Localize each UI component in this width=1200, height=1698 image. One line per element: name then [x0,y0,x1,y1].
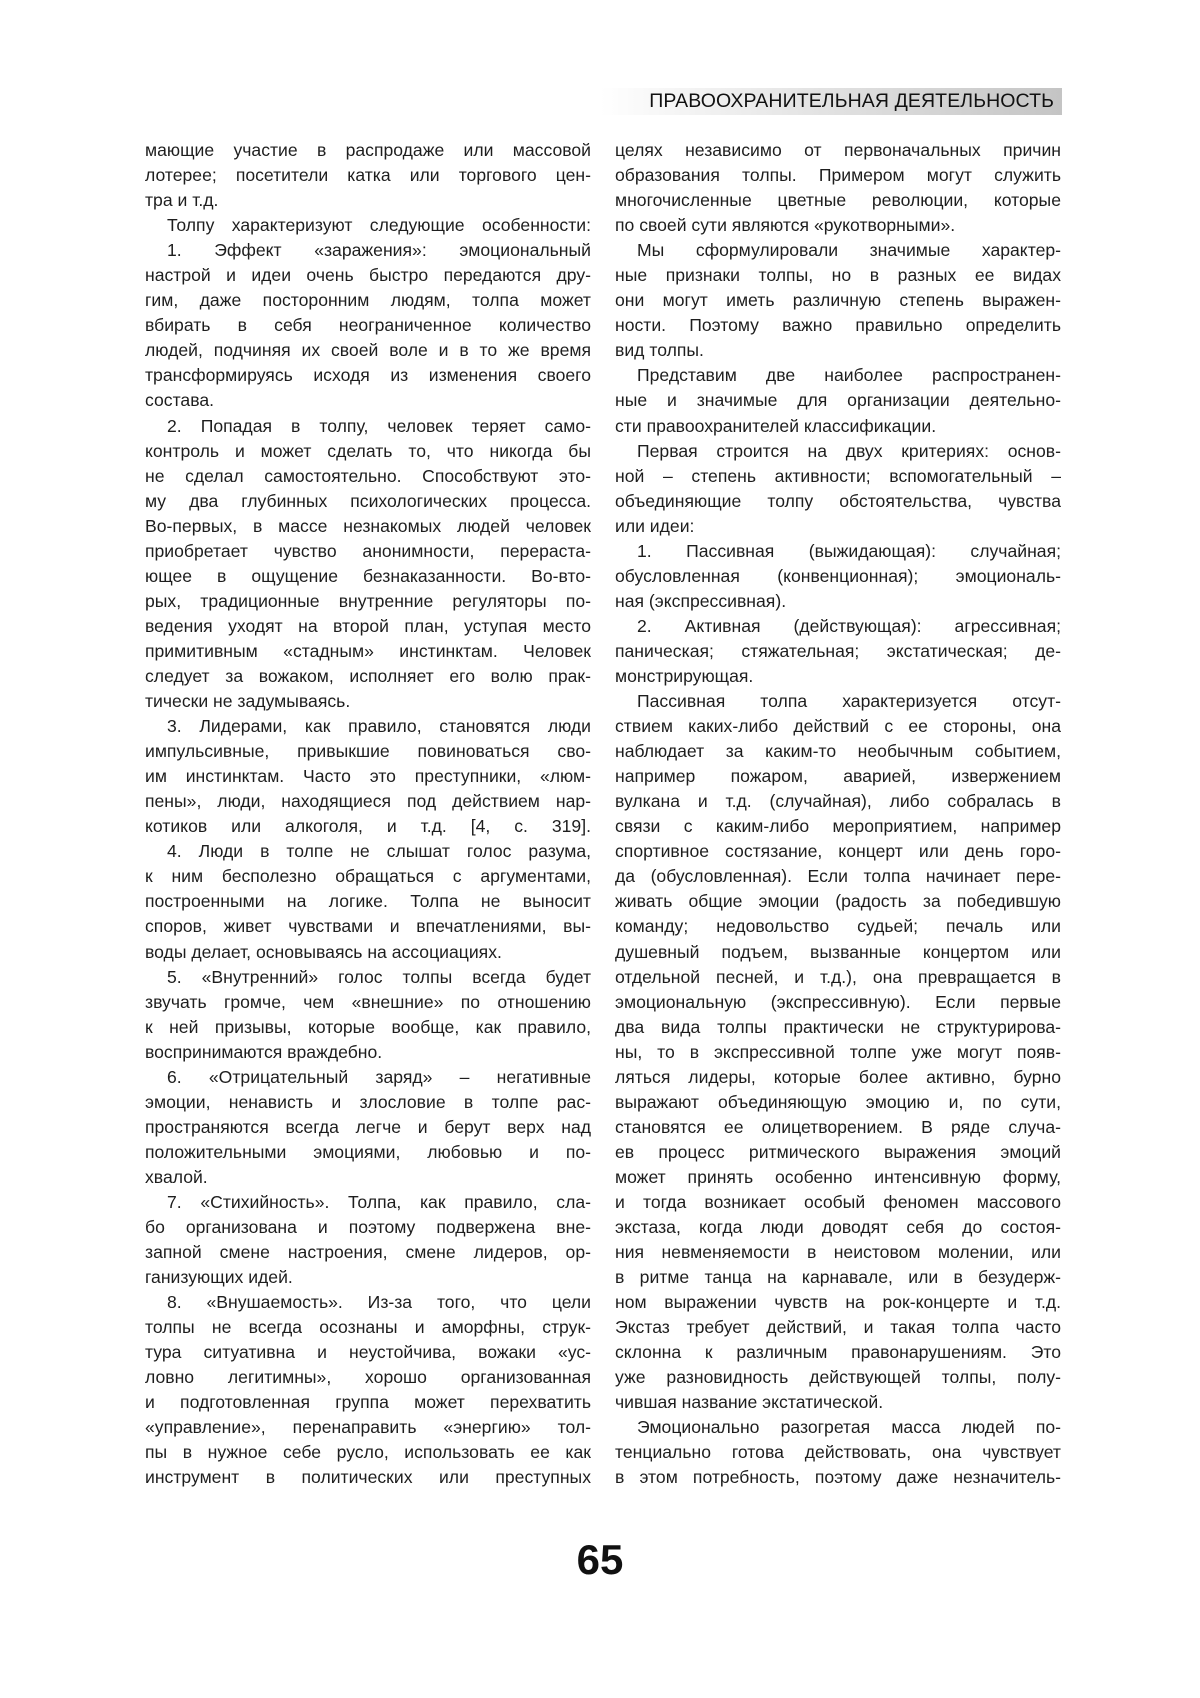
text-line: в ритме танца на карнавале, или в безудерж- [615,1267,1061,1288]
text-line: чившая название экстатической. [615,1392,884,1413]
section-title: ПРАВООХРАНИТЕЛЬНАЯ ДЕЯТЕЛЬНОСТЬ [649,90,1054,112]
text-line: и подготовленная группа может перехватить [145,1392,591,1413]
text-line: толпы не всегда осознаны и аморфны, струк- [145,1317,591,1338]
text-line: трансформируясь исходя из изменения своего [145,365,591,386]
text-line: му два глубинных психологических процесса. [145,490,591,511]
text-line: 6. «Отрицательный заряд» – негативные [167,1066,591,1087]
paragraph [615,614,1061,689]
text-line: в этом потребность, поэтому даже незначитель- [615,1467,1061,1488]
text-line: ловно легитимны», хорошо организованная [145,1367,591,1388]
text-line: выражают объединяющую эмоцию и, по сути, [615,1091,1061,1112]
text-line: звучать громче, чем «внешние» по отношению [145,991,591,1012]
text-line: ляться лидеры, которые более активно, бурно [615,1066,1061,1087]
text-line: импульсивные, привыкшие повиноваться сво- [145,741,591,762]
text-line: приобретает чувство анонимности, перераста- [145,540,591,561]
paragraph [145,965,591,1065]
text-column-left [145,138,591,1491]
text-line: эмоциональную (экспрессивную). Если первые [615,991,1061,1012]
paragraph [145,414,591,715]
text-line: воды делает, основываясь на ассоциациях. [145,941,502,962]
text-line: образования толпы. Примером могут служить [615,165,1061,186]
text-column-right [615,138,1061,1491]
text-line: запной смене настроения, смене лидеров, ор- [145,1242,591,1263]
text-line: ной – степень активности; вспомогательный – [615,465,1061,486]
text-line: вид толпы. [615,340,704,361]
text-line: к ним бесполезно обращаться с аргументами, [145,866,591,887]
text-line: вулкана и т.д. (случайная), либо собралась в [615,791,1061,812]
paragraph [615,689,1061,1415]
text-line: следует за вожаком, исполняет его волю прак- [145,665,591,686]
text-line: ния невменяемости в неистовом молении, или [615,1242,1061,1263]
text-line: целях независимо от первоначальных причин [615,140,1061,160]
text-line: к ней призывы, которые вообще, как правило, [145,1016,591,1037]
text-line: 2. Попадая в толпу, человек теряет само- [167,415,591,436]
text-line: 1. Эффект «заражения»: эмоциональный [167,240,591,261]
text-line: наблюдает за каким-то необычным событием, [615,741,1061,762]
text-line: да (обусловленная). Если толпа начинает пере- [615,866,1061,887]
text-line: споров, живет чувствами и впечатлениями, вы- [145,916,591,937]
text-line: мающие участие в распродаже или массовой [145,140,591,160]
text-line: команду; недовольство судьей; печаль или [615,916,1061,937]
text-line: 4. Люди в толпе не слышат голос разума, [167,841,591,862]
text-line: примитивным «стадным» инстинктам. Человек [145,640,591,661]
text-line: им инстинктам. Часто это преступники, «люм- [145,766,591,787]
text-line: 5. «Внутренний» голос толпы всегда будет [167,966,591,987]
text-line: хвалой. [145,1166,208,1187]
text-line: ная (экспрессивная). [615,590,787,611]
text-line: может принять особенно интенсивную форму, [615,1166,1061,1187]
text-line: ные признаки толпы, но в разных ее видах [615,265,1061,286]
paragraph [615,363,1061,438]
text-line: гим, даже посторонним людям, толпа может [145,290,591,311]
text-line: становятся ее олицетворением. В ряде случа- [615,1116,1061,1137]
text-line: построенными на логике. Толпа не выносит [145,891,591,912]
paragraph [615,1415,1061,1490]
text-line: тенциально готова действовать, она чувствует [615,1442,1061,1463]
paragraph [145,1065,591,1190]
text-line: положительными эмоциями, любовью и по- [145,1141,591,1162]
text-line: живать общие эмоции (радость за победившую [615,891,1061,912]
paragraph [145,839,591,964]
paragraph [145,238,591,413]
text-line: эмоции, ненависть и злословие в толпе рас- [145,1091,591,1112]
text-line: уже разновидность действующей толпы, полу- [615,1367,1061,1388]
text-line: они могут иметь различную степень выражен- [615,290,1061,311]
text-line: контроль и может сделать то, что никогда бы [145,440,591,461]
text-line: тура ситуативна и неустойчива, вожаки «ус- [145,1342,591,1363]
text-line: пены», люди, находящиеся под действием нар- [145,791,591,812]
paragraph [145,213,591,238]
text-line: 7. «Стихийность». Толпа, как правило, сла- [167,1191,591,1212]
text-line: ном выражении чувств на рок-концерте и т.д. [615,1292,1061,1313]
text-line: объединяющие толпу обстоятельства, чувства [615,490,1061,511]
page-number: 65 [576,1536,624,1583]
text-line: вбирать в себя неограниченное количество [145,315,591,336]
text-line: Первая строится на двух критериях: основ- [637,440,1061,461]
text-line: воспринимаются враждебно. [145,1041,383,1062]
paragraph [615,439,1061,539]
text-line: паническая; стяжательная; экстатическая; де- [615,640,1061,661]
text-line: ны, то в экспрессивной толпе уже могут появ- [615,1041,1061,1062]
text-line: Эмоционально разогретая масса людей по- [637,1417,1061,1438]
text-line: людей, подчиняя их своей воле и в то же время [145,340,591,361]
text-line: связи с каким-либо мероприятием, например [615,816,1061,837]
paragraph [145,1190,591,1290]
text-line: 8. «Внушаемость». Из-за того, что цели [167,1292,591,1313]
text-line: «управление», перенаправить «энергию» тол- [145,1417,591,1438]
text-line: не сделал самостоятельно. Способствуют это- [145,465,591,486]
text-line: ев процесс ритмического выражения эмоций [615,1141,1061,1162]
text-line: ведения уходят на второй план, уступая место [145,615,591,636]
text-line: 2. Активная (действующая): агрессивная; [637,615,1061,636]
text-line: ности. Поэтому важно правильно определить [615,315,1061,336]
text-line: Толпу характеризуют следующие особенности: [167,215,591,236]
text-line: котиков или алкоголя, и т.д. [4, с. 319]. [145,816,591,837]
text-line: Представим две наиболее распространен- [637,365,1061,386]
text-line: 3. Лидерами, как правило, становятся люди [167,716,591,737]
text-line: экстаза, когда люди доводят себя до состоя- [615,1217,1061,1238]
running-header [600,88,1062,115]
text-line: отдельной песней, и т.д.), она превращается в [615,966,1061,987]
text-line: ствием каких-либо действий с ее стороны, она [615,716,1061,737]
text-line: монстрирующая. [615,665,754,686]
text-line: лотерее; посетители катка или торгового цен- [145,165,591,186]
text-line: по своей сути являются «рукотворными». [615,215,956,236]
paragraph [145,1290,591,1490]
text-line: инструмент в политических или преступных [145,1467,591,1488]
text-line: или идеи: [615,515,695,536]
text-line: бо организована и поэтому подвержена вне- [145,1217,591,1238]
text-line: многочисленные цветные революции, которые [615,190,1061,211]
text-line: пространяются всегда легче и берут верх над [145,1116,591,1137]
text-line: рых, традиционные внутренние регуляторы по- [145,590,591,611]
text-line: обусловленная (конвенционная); эмоциональ- [615,565,1061,586]
text-line: ганизующих идей. [145,1267,293,1288]
paragraph [615,238,1061,363]
text-line: настрой и идеи очень быстро передаются дру- [145,265,591,286]
paragraph [145,138,591,213]
text-line: Мы сформулировали значимые характер- [637,240,1061,261]
paragraph [615,539,1061,614]
text-line: спортивное состязание, концерт или день горо- [615,841,1061,862]
text-line: тра и т.д. [145,190,219,211]
text-line: два вида толпы практически не структурирова- [615,1016,1061,1037]
text-line: Пассивная толпа характеризуется отсут- [637,691,1061,712]
text-line: пы в нужное себе русло, использовать ее как [145,1442,591,1463]
text-line: тически не задумываясь. [145,691,351,712]
text-line: Во-первых, в массе незнакомых людей человек [145,515,591,536]
text-line: ные и значимые для организации деятельно- [615,390,1061,411]
text-line: ющее в ощущение безнаказанности. Во-вто- [145,565,591,586]
paragraph [145,714,591,839]
text-line: склонна к различным правонарушениям. Это [615,1342,1061,1363]
text-line: состава. [145,390,215,411]
text-line: душевный подъем, вызванные концертом или [615,941,1061,962]
text-line: Экстаз требует действий, и такая толпа часто [615,1317,1061,1338]
text-line: сти правоохранителей классификации. [615,415,937,436]
text-line: например пожаром, аварией, извержением [615,766,1061,787]
text-line: и тогда возникает особый феномен массового [615,1191,1061,1212]
paragraph [615,138,1061,238]
text-line: 1. Пассивная (выжидающая): случайная; [637,540,1061,561]
